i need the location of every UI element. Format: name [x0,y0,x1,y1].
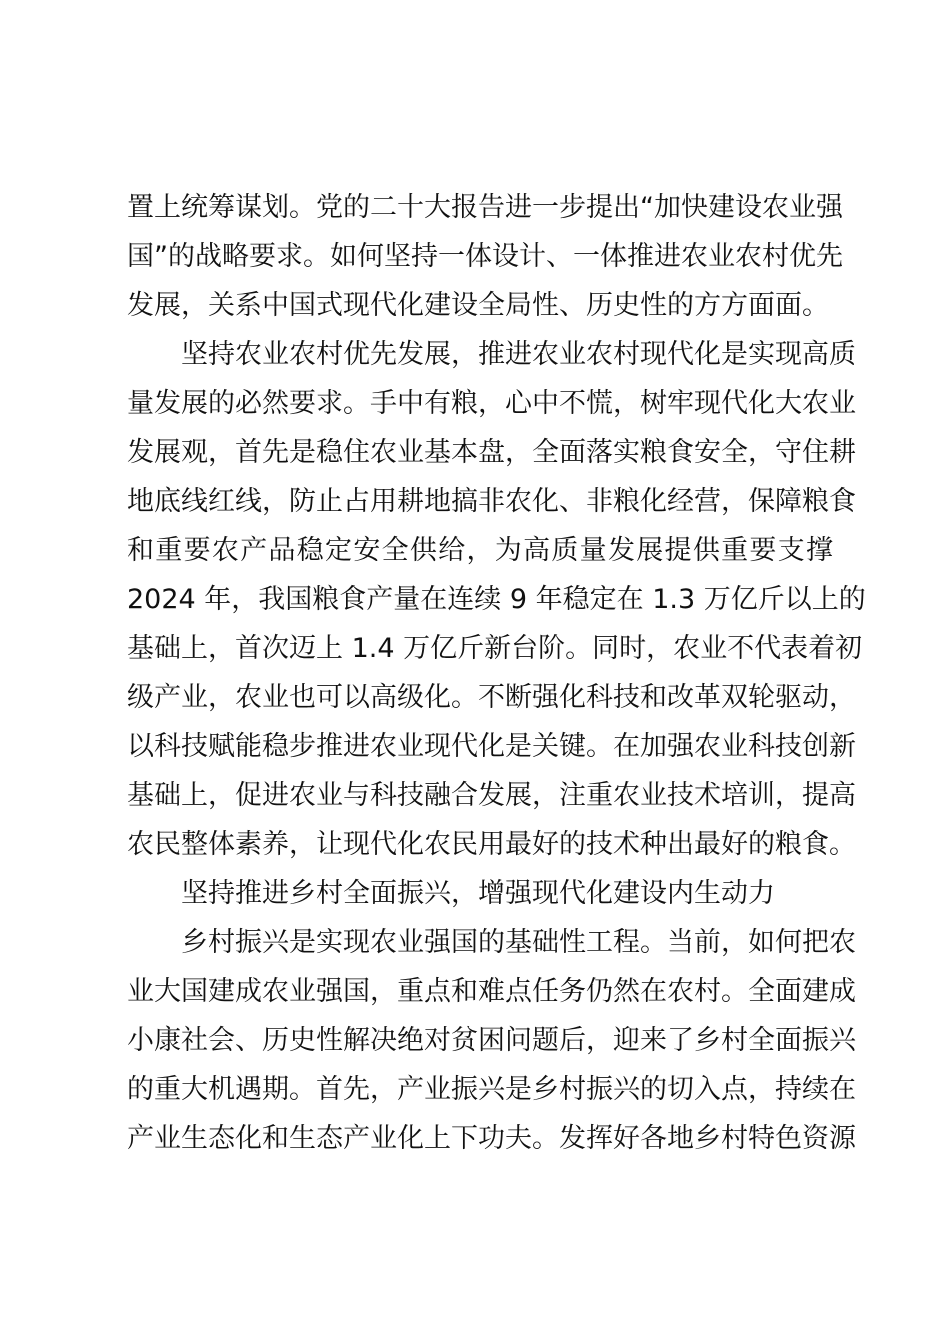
section-heading: 坚持推进乡村全面振兴，增强现代化建设内生动力 [181,878,775,909]
text-line: 产业生态化和生态产业化上下功夫。发挥好各地乡村特色资源 [127,1123,856,1154]
text-line: 2024 年，我国粮食产量在连续 9 年稳定在 1.3 万亿斤以上的 [127,584,866,615]
text-line: 国”的战略要求。如何坚持一体设计、一体推进农业农村优先 [127,241,843,272]
text-line: 的重大机遇期。首先，产业振兴是乡村振兴的切入点，持续在 [127,1074,856,1105]
text-line: 业大国建成农业强国，重点和难点任务仍然在农村。全面建成 [127,976,856,1007]
text-line: 发展观，首先是稳住农业基本盘，全面落实粮食安全，守住耕 [127,437,856,468]
text-line: 以科技赋能稳步推进农业现代化是关键。在加强农业科技创新 [127,731,856,762]
text-line: 农民整体素养，让现代化农民用最好的技术种出最好的粮食。 [127,829,856,860]
body-text [127,183,866,1163]
text-line: 小康社会、历史性解决绝对贫困问题后，迎来了乡村全面振兴 [127,1025,856,1056]
text-line: 量发展的必然要求。手中有粮，心中不慌，树牢现代化大农业 [127,388,856,419]
paragraph-start-line: 坚持农业农村优先发展，推进农业农村现代化是实现高质 [181,339,856,370]
text-line: 置上统筹谋划。党的二十大报告进一步提出“加快建设农业强 [127,192,843,223]
paragraph-start-line: 乡村振兴是实现农业强国的基础性工程。当前，如何把农 [181,927,856,958]
text-line: 基础上，首次迈上 1.4 万亿斤新台阶。同时，农业不代表着初 [127,633,863,664]
text-line: 基础上，促进农业与科技融合发展，注重农业技术培训，提高 [127,780,856,811]
text-line: 地底线红线，防止占用耕地搞非农化、非粮化经营，保障粮食 [127,486,856,517]
text-line: 级产业，农业也可以高级化。不断强化科技和改革双轮驱动， [127,682,856,713]
text-line: 发展，关系中国式现代化建设全局性、历史性的方方面面。 [127,290,829,321]
text-line: 和重要农产品稳定安全供给，为高质量发展提供重要支撑 [127,535,833,566]
